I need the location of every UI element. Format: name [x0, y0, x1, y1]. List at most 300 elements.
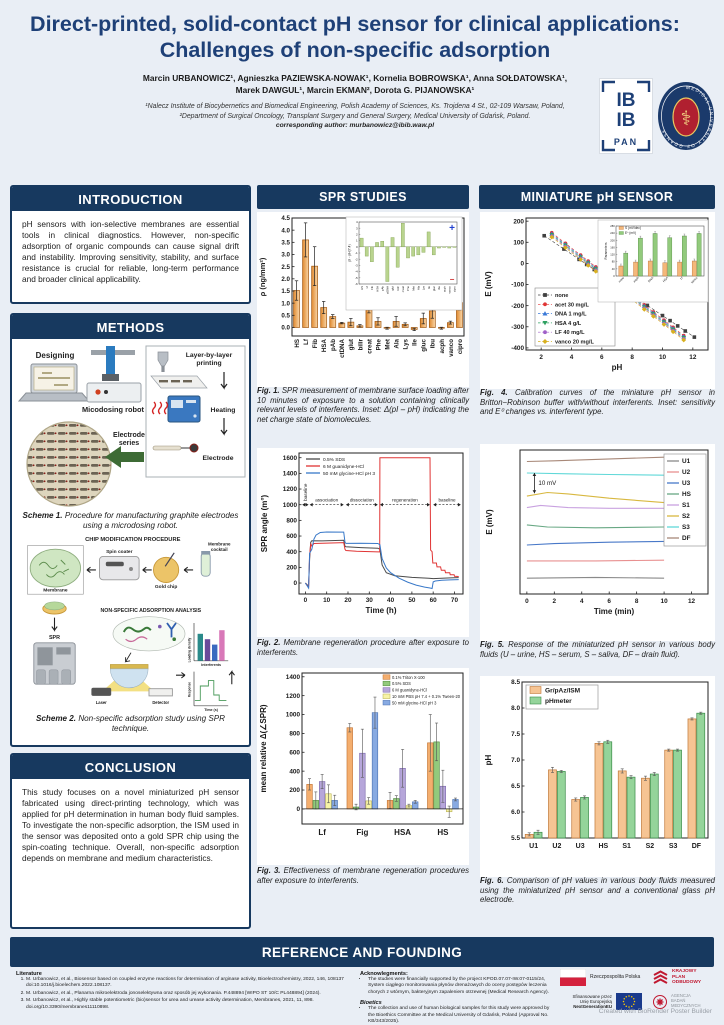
- svg-text:6 M guanidyne-HCl: 6 M guanidyne-HCl: [323, 464, 365, 470]
- conclusion-body: This study focuses on a novel miniaturized pH sensor fabricated using direct-printing technology, which was applied for pH determination in human body fluid samples. To investigate the non-specific adsorption, the ISM used in the sensor was deposited onto a gold SPR chip using the spin-coating technique. Overall, non-specific adsorption depends on membrane and medium characteristics.: [22, 787, 239, 863]
- svg-text:HSA: HSA: [394, 828, 412, 837]
- layer-label-1: Layer-by-layer: [185, 352, 232, 359]
- svg-text:Gr/pAz/ISM: Gr/pAz/ISM: [545, 687, 581, 695]
- svg-text:0: 0: [293, 580, 297, 588]
- poland-logo: [560, 969, 642, 986]
- svg-text:7.0: 7.0: [511, 757, 520, 765]
- fig2-caption: [257, 638, 469, 657]
- svg-text:0.5: 0.5: [281, 312, 290, 320]
- svg-text:DF: DF: [691, 843, 702, 850]
- svg-text:600: 600: [286, 533, 297, 541]
- svg-text:glut: glut: [348, 339, 356, 351]
- literature-item: 2. M. Urbanowicz, et al., Planarna mikroelektroda jonoselektywna oraz sposób jej wykonania. P.448894 [WIPO ST 10/C PL448894] (2024).: [26, 991, 350, 997]
- svg-text:vanco: vanco: [689, 275, 699, 285]
- loading-density-minichart: [187, 623, 228, 667]
- svg-text:20: 20: [344, 597, 352, 604]
- introduction-body: pH sensors with ion-selective membranes are essential tools in clinical diagnostics. However, non-specific adsorption of organic compounds can cause signal drift and instability. Improving sensitivity, stability, and surface resistance is crucial for reliable, long-term performance and broader clinical applicability.: [22, 219, 239, 284]
- svg-text:cipro: cipro: [452, 286, 457, 293]
- svg-text:Lf: Lf: [318, 828, 326, 837]
- svg-text:pH: pH: [484, 754, 493, 766]
- kpo-label: KRAJOWY PLAN ODBUDOWY: [672, 969, 702, 986]
- svg-text:400: 400: [286, 548, 297, 556]
- svg-text:1: 1: [356, 238, 358, 243]
- gold-chip-label: Gold chip: [154, 585, 177, 591]
- svg-text:U1: U1: [529, 843, 539, 850]
- affiliation-1: ¹Nalecz Institute of Biocybernetics and Biomedical Engineering, Polish Academy of Sciences, Ks. Trojdena 4 St., 02-109 Warsaw, Poland,: [145, 102, 565, 110]
- svg-text:6 M guanidyne-HCl: 6 M guanidyne-HCl: [392, 687, 428, 693]
- time-label: Time (s): [203, 708, 218, 713]
- svg-text:12: 12: [689, 354, 697, 361]
- svg-text:0.0: 0.0: [281, 324, 290, 332]
- svg-text:0.1% Triton X-100: 0.1% Triton X-100: [392, 674, 425, 680]
- affiliation-2: ²Department of Surgical Oncology, Transplant Surgery and General Surgery, Medical University of Gdańsk, Poland.: [179, 112, 531, 120]
- bioethics-list: [368, 1006, 554, 1025]
- introduction-card: [10, 185, 251, 304]
- svg-text:DF: DF: [682, 535, 691, 543]
- scheme1-illustration: [13, 342, 249, 510]
- svg-text:Fib: Fib: [312, 339, 320, 349]
- svg-text:200: 200: [289, 787, 300, 795]
- laser-label: Laser: [95, 700, 107, 706]
- membrane-chemistry-icon: [27, 546, 83, 595]
- svg-text:1400: 1400: [285, 673, 300, 681]
- authors: [15, 72, 695, 97]
- fig3-caption-text: Effectiveness of membrane regeneration procedures after exposure to interferents.: [257, 866, 470, 885]
- abm-label: AGENCJA BADAŃ MEDYCZNYCH: [671, 993, 701, 1008]
- heating-label: Heating: [210, 407, 235, 414]
- svg-text:E⁰ (mV): E⁰ (mV): [625, 231, 637, 235]
- svg-text:200: 200: [610, 239, 615, 243]
- interferents-label: Interferents: [200, 663, 221, 668]
- svg-text:5.5: 5.5: [511, 835, 520, 843]
- conclusion-card: [10, 753, 251, 929]
- svg-text:8: 8: [634, 598, 639, 605]
- svg-text:-4: -4: [355, 269, 358, 274]
- svg-text:vanco: vanco: [447, 339, 455, 357]
- svg-text:association: association: [315, 497, 339, 503]
- svg-text:0: 0: [356, 244, 358, 249]
- fig5-caption-label: Fig. 5.: [480, 640, 505, 649]
- svg-text:-3: -3: [355, 263, 358, 268]
- miniature-ph-sensor-header: MINIATURE pH SENSOR: [479, 185, 715, 209]
- svg-text:-400: -400: [511, 345, 524, 353]
- svg-text:4: 4: [569, 354, 574, 361]
- fig4-chart: [480, 212, 715, 389]
- eu-label: Sfinansowane przez Unię Europejską NextGenerationEU: [572, 993, 612, 1010]
- svg-text:6: 6: [600, 354, 604, 361]
- svg-text:12: 12: [687, 598, 696, 605]
- svg-text:vanco 20 mg/L: vanco 20 mg/L: [555, 339, 594, 346]
- poland-label: Rzeczpospolita Polska: [590, 973, 641, 980]
- svg-text:2: 2: [552, 598, 557, 605]
- response-minichart: [187, 672, 228, 713]
- svg-text:Lys: Lys: [402, 339, 410, 350]
- svg-text:4: 4: [356, 220, 358, 225]
- svg-text:0: 0: [296, 806, 300, 814]
- svg-text:Met: Met: [411, 286, 416, 291]
- response-label: Response: [186, 682, 191, 698]
- spin-coater-label: Spin coater: [105, 550, 133, 556]
- fig6-caption-label: Fig. 6.: [480, 876, 504, 885]
- title-line1: Direct-printed, solid-contact pH sensor for clinical applications:: [30, 12, 680, 36]
- ibib-pan-logo-art: [600, 79, 652, 153]
- svg-text:800: 800: [289, 730, 300, 738]
- svg-text:HSA: HSA: [375, 286, 380, 292]
- svg-text:6: 6: [607, 598, 611, 605]
- svg-text:SPR angle (m°): SPR angle (m°): [260, 494, 269, 553]
- svg-text:10: 10: [660, 598, 668, 605]
- svg-text:60: 60: [429, 597, 437, 604]
- svg-text:50 mM glycine-HCl pH 3: 50 mM glycine-HCl pH 3: [392, 700, 437, 706]
- svg-text:4: 4: [579, 598, 584, 605]
- fig3-caption: [257, 866, 469, 885]
- svg-text:creat: creat: [366, 339, 374, 354]
- robot-label: Micodosing robot: [81, 405, 144, 414]
- svg-text:Fib: Fib: [370, 286, 375, 290]
- svg-text:2.5: 2.5: [281, 263, 290, 271]
- svg-text:creat: creat: [401, 286, 406, 293]
- svg-text:280: 280: [610, 225, 615, 228]
- funding-logos-row1: [560, 969, 716, 986]
- electrode-label: Electrode: [202, 455, 233, 462]
- svg-text:10: 10: [658, 354, 667, 361]
- svg-text:+: +: [449, 223, 455, 234]
- svg-text:8.5: 8.5: [511, 679, 520, 687]
- svg-text:Time (h): Time (h): [365, 606, 397, 615]
- fig1-caption-label: Fig. 1.: [257, 386, 280, 395]
- svg-text:Met: Met: [384, 339, 392, 350]
- methods-header: METHODS: [12, 315, 249, 339]
- svg-text:ibu: ibu: [437, 286, 442, 290]
- svg-text:160: 160: [610, 246, 615, 250]
- svg-text:S2: S2: [645, 843, 655, 850]
- svg-text:U2: U2: [552, 843, 562, 850]
- svg-text:acph: acph: [632, 275, 640, 284]
- acknowledgments-text: • The studies were financially supported by the project KPOD.07.07-IW.07-0115/24, System ciągłego monitorowania płynów drenażowych do oceny postępów leczenia chorych z wtórnym, bakteryjnym zapaleniem otrzewnej (Medical Research Agency).: [368, 977, 554, 996]
- svg-text:none: none: [617, 275, 626, 284]
- poster-title: [15, 12, 695, 64]
- arrow-down-3: [51, 618, 56, 631]
- svg-text:4.5: 4.5: [281, 215, 290, 223]
- svg-text:30: 30: [365, 597, 373, 604]
- svg-text:gluc: gluc: [431, 286, 436, 292]
- scheme1-caption-label: Scheme 1.: [22, 511, 63, 520]
- svg-text:pAb: pAb: [380, 286, 385, 291]
- mug-ring-text: MEDICAL UNIVERSITY OF GDANSK: [660, 84, 715, 150]
- svg-text:HS: HS: [682, 491, 691, 499]
- svg-text:800: 800: [286, 517, 297, 525]
- svg-text:1200: 1200: [285, 692, 300, 700]
- medical-university-gdansk-logo: [656, 80, 718, 152]
- svg-text:HS: HS: [437, 828, 449, 837]
- svg-text:3.5: 3.5: [281, 239, 290, 247]
- svg-text:-1: -1: [355, 251, 358, 256]
- svg-text:4.0: 4.0: [281, 227, 290, 235]
- svg-text:40: 40: [387, 597, 395, 604]
- fig4-caption-text: Calibration curves of the miniature pH sensor in Britton−Robinson buffer with/without interferents. Inset: sensitivity and E⁰ changes vs. interferent type.: [480, 388, 716, 417]
- membrane-cocktail-icon: [201, 542, 231, 577]
- svg-text:10 mM PBS pH 7.4 + 0.1% Tween-: 10 mM PBS pH 7.4 + 0.1% Tween-20: [392, 694, 461, 699]
- fig5-caption: [480, 640, 715, 659]
- svg-text:pI - pH(7.4): pI - pH(7.4): [347, 244, 352, 262]
- svg-text:Phe: Phe: [375, 339, 383, 351]
- svg-text:gluc: gluc: [420, 339, 428, 352]
- svg-text:6.5: 6.5: [511, 783, 520, 791]
- svg-text:50: 50: [408, 597, 416, 604]
- svg-text:U3: U3: [575, 843, 585, 850]
- svg-text:ctDNA: ctDNA: [339, 339, 347, 358]
- heater-icon: [168, 396, 200, 422]
- svg-text:Lf: Lf: [679, 275, 684, 281]
- arrow-to-prism: [125, 653, 130, 662]
- svg-text:50 mM glycine-HCl pH 3: 50 mM glycine-HCl pH 3: [323, 471, 375, 477]
- literature-item: 1. M. Urbanowicz, et al., Biosensor based on coupled enzyme reactions for determination of arginase activity, Bioelectrochemistry, 2022, 146, 108137 doi:10.1016/j.bioelechem.2022.108137.: [26, 977, 350, 990]
- reference-founding-header: REFERENCE AND FOUNDING: [10, 937, 714, 967]
- arrow-left-1: [86, 568, 95, 573]
- svg-text:1600: 1600: [282, 454, 297, 462]
- svg-text:U1: U1: [682, 458, 691, 466]
- svg-text:0.5% SDS: 0.5% SDS: [392, 681, 411, 687]
- svg-text:none: none: [555, 293, 569, 299]
- fig3-chart: [257, 668, 469, 865]
- svg-text:2.0: 2.0: [281, 275, 290, 283]
- ibib-ib2: IB: [616, 110, 636, 131]
- svg-text:ibu: ibu: [429, 339, 437, 349]
- svg-text:DNA: DNA: [647, 275, 655, 284]
- bioethics-heading: Bioetics: [360, 1000, 382, 1007]
- methods-card: [10, 313, 251, 747]
- acknowledgments-heading: Acknowlegments:: [360, 971, 408, 977]
- arrow-left-2: [142, 568, 151, 573]
- svg-text:E (mV): E (mV): [485, 509, 494, 535]
- svg-text:240: 240: [610, 232, 615, 236]
- fig6-chart: [480, 676, 715, 877]
- svg-text:S (mV/dec): S (mV/dec): [625, 226, 641, 230]
- svg-text:Ala: Ala: [393, 339, 401, 349]
- svg-text:1.5: 1.5: [281, 288, 290, 296]
- fig4-caption-label: Fig. 4.: [480, 388, 508, 397]
- svg-text:HSA: HSA: [321, 339, 329, 353]
- literature-item: 3. M. Urbanowicz, et al., Highly stable potentiometric (bio)sensor for urea and urease activity determination, Membranes, 2021, 11, 898. doi.org/10.3390/membranes11110898.: [26, 998, 350, 1011]
- authors-line1: Marcin URBANOWICZ¹, Agnieszka PAZIEWSKA-NOWAK¹, Kornelia BOBROWSKA¹, Anna SOŁDATOWSKA¹,: [142, 72, 568, 83]
- svg-text:U2: U2: [682, 469, 691, 477]
- svg-text:-2: -2: [355, 257, 358, 262]
- series-label-1: Electrode: [112, 432, 145, 439]
- svg-text:bilir: bilir: [357, 339, 365, 351]
- svg-text:7.5: 7.5: [511, 731, 520, 739]
- poland-flag-icon: [560, 969, 586, 986]
- literature-list: [26, 977, 350, 1011]
- svg-text:-300: -300: [511, 323, 524, 331]
- svg-text:0: 0: [520, 260, 524, 268]
- spr-prism-icon: [91, 665, 172, 697]
- svg-text:pHmeter: pHmeter: [545, 698, 572, 705]
- svg-text:3: 3: [356, 226, 358, 231]
- svg-text:Lys: Lys: [421, 286, 426, 291]
- spin-coater-icon: [99, 557, 139, 580]
- fig5-chart: [480, 444, 715, 641]
- svg-text:2: 2: [539, 354, 543, 361]
- svg-text:S1: S1: [622, 843, 631, 850]
- ibib-ib1: IB: [616, 90, 636, 111]
- svg-text:LF 40 mg/L: LF 40 mg/L: [555, 330, 585, 337]
- introduction-header: INTRODUCTION: [12, 187, 249, 211]
- fig1-caption: [257, 386, 469, 425]
- bioethics-text: • The collection and use of human biological samples for this study were approved by the Bioethics Committee at the Medical University of Gdańsk, Poland (Approval No. KB/343/2025).: [368, 1006, 554, 1025]
- svg-text:dissociation: dissociation: [349, 497, 374, 503]
- kpo-logo: [652, 969, 701, 986]
- loading-label: Loading density: [186, 638, 191, 663]
- svg-text:HS: HS: [293, 339, 301, 348]
- svg-text:cipro: cipro: [456, 339, 464, 355]
- authors-line2: Marek DAWGUL¹, Marcin EKMAN², Dorota G. PIJANOWSKA¹: [235, 85, 475, 96]
- spr-instrument-icon: [33, 643, 74, 684]
- fig6-caption-text: Comparison of pH values in various body fluids measured using the miniaturized pH sensor and a conventional glass pH electrode.: [480, 876, 715, 905]
- acknowledgments-list: [368, 977, 554, 996]
- svg-text:Phe: Phe: [406, 286, 411, 291]
- svg-text:HSA: HSA: [661, 275, 670, 284]
- scheme2-caption: [12, 713, 249, 734]
- svg-text:acph: acph: [442, 286, 447, 293]
- svg-text:−: −: [449, 275, 455, 284]
- svg-text:1200: 1200: [282, 486, 297, 494]
- scheme2-caption-label: Scheme 2.: [36, 714, 77, 724]
- biorender-credit: Created with BioRender Poster Builder: [598, 1008, 712, 1015]
- svg-text:-100: -100: [511, 281, 524, 289]
- svg-text:1400: 1400: [282, 470, 297, 478]
- conclusion-header: CONCLUSION: [12, 755, 249, 779]
- fig2-chart: [257, 448, 469, 637]
- svg-text:Lf: Lf: [364, 286, 369, 289]
- scheme1-caption-text: Procedure for manufacturing graphite electrodes using a microdosing robot.: [64, 511, 239, 530]
- svg-text:-200: -200: [511, 302, 524, 310]
- svg-text:0: 0: [303, 597, 308, 604]
- svg-text:3.0: 3.0: [281, 251, 290, 259]
- svg-text:vanco: vanco: [447, 286, 452, 294]
- arrow-up-1: [229, 672, 234, 685]
- svg-text:Lf: Lf: [302, 339, 310, 345]
- scheme2-illustration: [13, 533, 249, 713]
- svg-text:baseline: baseline: [438, 497, 456, 503]
- svg-text:glut: glut: [390, 286, 395, 291]
- svg-text:10: 10: [323, 597, 331, 604]
- fig3-caption-label: Fig. 3.: [257, 866, 281, 875]
- corresponding-author: corresponding author: murbanowicz@ibib.waw.pl: [275, 121, 435, 129]
- fig6-caption: [480, 876, 715, 905]
- fig1-caption-text: SPR measurement of membrane surface loading after 10 minutes of exposure to a solution containing clinically relevant levels of interferents. Inset: Δ(pI – pH) indicating the net charge state of biomolecules.: [257, 386, 469, 425]
- svg-text:100: 100: [513, 239, 524, 247]
- cocktail-label-2: cocktail: [210, 547, 228, 553]
- svg-text:1000: 1000: [282, 501, 297, 509]
- svg-text:0: 0: [525, 598, 529, 605]
- svg-text:acph: acph: [438, 339, 446, 354]
- svg-text:acet 30 mg/L: acet 30 mg/L: [555, 302, 589, 309]
- svg-text:ρ (ng/mm²): ρ (ng/mm²): [258, 257, 267, 297]
- designing-label: Designing: [35, 351, 74, 360]
- svg-text:baseline: baseline: [303, 483, 309, 501]
- fig5-caption-text: Response of the miniaturized pH sensor in various body fluids (U – urine, HS – serum, S – saliva, DF – drain fluid).: [480, 640, 716, 659]
- nonspecific-analysis-title: NON-SPECIFIC ADSORPTION ANALYSIS: [99, 608, 201, 615]
- caduceus-icon: ⚕: [680, 108, 692, 130]
- membrane-label: Membrane: [42, 588, 68, 594]
- fig1-chart: [257, 212, 469, 387]
- affiliations: [15, 102, 695, 122]
- cocktail-label-1: Membrane: [207, 542, 230, 548]
- arrow-left-3: [184, 568, 193, 573]
- svg-text:S1: S1: [682, 502, 690, 510]
- spr-studies-header: SPR STUDIES: [257, 185, 469, 209]
- svg-text:Ile: Ile: [411, 339, 419, 346]
- svg-text:ctDNA: ctDNA: [385, 286, 390, 295]
- svg-text:DNA 1 mg/L: DNA 1 mg/L: [555, 311, 587, 318]
- electrode-series-photo: [27, 422, 111, 506]
- svg-text:Ile: Ile: [426, 286, 431, 289]
- svg-text:Time (min): Time (min): [593, 607, 635, 616]
- spr-label: SPR: [48, 635, 60, 642]
- svg-text:-6: -6: [355, 282, 358, 287]
- svg-text:HSA 4 g/L: HSA 4 g/L: [555, 320, 582, 327]
- svg-text:10 mV: 10 mV: [538, 480, 557, 488]
- detector-label: Detector: [151, 700, 169, 706]
- ibib-pan-logo: [599, 78, 653, 154]
- svg-text:600: 600: [289, 749, 300, 757]
- svg-text:70: 70: [450, 597, 459, 604]
- svg-text:6.0: 6.0: [511, 809, 520, 817]
- svg-text:pAb: pAb: [330, 339, 338, 352]
- svg-text:S2: S2: [682, 513, 690, 521]
- gold-chip-icon: [153, 553, 178, 590]
- svg-text:0: 0: [613, 275, 615, 278]
- fig4-caption: [480, 388, 715, 417]
- svg-text:0.5% SDS: 0.5% SDS: [323, 457, 346, 463]
- fig2-caption-text: Membrane regeneration procedure after exposure to interferents.: [257, 638, 469, 657]
- chip-modification-title: CHIP MODIFICATION PROCEDURE: [84, 537, 180, 544]
- svg-text:80: 80: [611, 260, 615, 264]
- mug-logo-art: [656, 80, 718, 152]
- literature-block: [16, 971, 350, 1012]
- fig2-caption-label: Fig. 2.: [257, 638, 281, 647]
- biomolecules-icon: [113, 617, 185, 651]
- svg-text:Ala: Ala: [416, 286, 421, 291]
- scheme1-caption: [12, 510, 249, 531]
- title-line2: Challenges of non-specific adsorption: [159, 37, 551, 62]
- svg-text:1.0: 1.0: [281, 300, 290, 308]
- arrow-right-1: [176, 673, 185, 678]
- svg-text:HS: HS: [359, 286, 364, 290]
- svg-text:Fig: Fig: [356, 828, 369, 837]
- svg-text:2: 2: [356, 232, 358, 237]
- layer-label-2: printing: [195, 360, 222, 367]
- svg-text:E (mV): E (mV): [484, 271, 493, 297]
- svg-text:Parameters: Parameters: [604, 242, 608, 260]
- svg-text:8.0: 8.0: [511, 705, 520, 713]
- svg-text:HS: HS: [598, 843, 609, 850]
- kpo-icon: [652, 969, 669, 986]
- acknowledgments-block: [360, 971, 554, 1025]
- scheme2-caption-text: Non-specific adsorption study using SPR technique.: [78, 714, 225, 734]
- series-label-2: series: [118, 440, 139, 447]
- svg-text:40: 40: [611, 267, 615, 271]
- svg-text:8: 8: [630, 354, 634, 361]
- svg-text:pH: pH: [611, 363, 623, 372]
- svg-text:1000: 1000: [285, 711, 300, 719]
- svg-text:S3: S3: [668, 843, 678, 850]
- svg-text:regeneration: regeneration: [392, 497, 418, 503]
- svg-text:120: 120: [610, 253, 615, 257]
- svg-text:-5: -5: [355, 275, 358, 280]
- svg-text:200: 200: [286, 564, 297, 572]
- literature-heading: Literature: [16, 971, 42, 977]
